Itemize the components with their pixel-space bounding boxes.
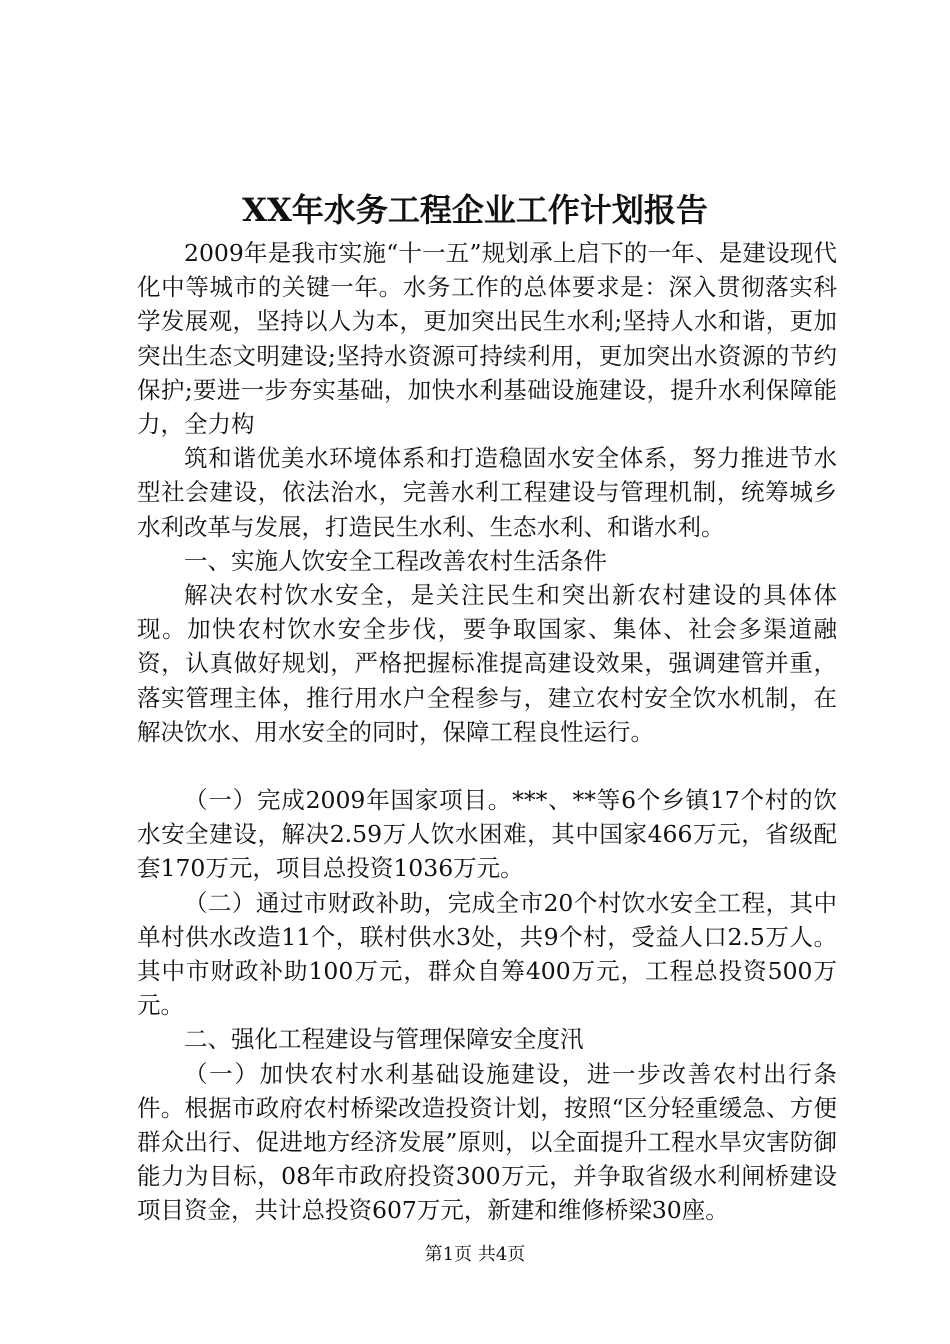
section-heading-1: 一、实施人饮安全工程改善农村生活条件 bbox=[184, 546, 607, 575]
paragraph-intro-continued: 筑和谐优美水环境体系和打造稳固水安全体系，努力推进节水型社会建设，依法治水，完善水利工程建设与管理机制，统筹城乡水利改革与发展，打造民生水利、生态水利、和谐水利。 bbox=[137, 444, 837, 541]
paragraph-section-1: 解决农村饮水安全，是关注民生和突出新农村建设的具体体现。加快农村饮水安全步伐，要争取国家、集体、社会多渠道融资，认真做好规划，严格把握标准提高建设效果，强调建管并重，落实管理主体，推行用水户全程参与，建立农村安全饮水机制，在解决饮水、用水安全的同时，保障工程良性运行。 bbox=[137, 581, 837, 746]
paragraph-intro: 2009年是我市实施“十一五”规划承上启下的一年、是建设现代化中等城市的关键一年。水务工作的总体要求是：深入贯彻落实科学发展观，坚持以人为本，更加突出民生水利;坚持人水和谐，更加突出生态文明建设;坚持水资源可持续利用，更加突出水资源的节约保护;要进一步夯实基础，加快水利基础设施建设，提升水利保障能力，全力构 bbox=[137, 239, 837, 439]
page-footer: 第1页 共4页 bbox=[424, 1244, 526, 1265]
paragraph-item-1-2: （二）通过市财政补助，完成全市20个村饮水安全工程，其中单村供水改造11个，联村供水3处，共9个村，受益人口2.5万人。其中市财政补助100万元，群众自筹400万元，工程总投资500万元。 bbox=[137, 888, 837, 1020]
document-body bbox=[137, 236, 837, 1228]
section-heading-2: 二、强化工程建设与管理保障安全度汛 bbox=[184, 1025, 584, 1054]
paragraph-item-2-1: （一）加快农村水利基础设施建设，进一步改善农村出行条件。根据市政府农村桥梁改造投资计划，按照“区分轻重缓急、方便群众出行、促进地方经济发展”原则，以全面提升工程水旱灾害防御能力为目标，08年市政府投资300万元，并争取省级水利闸桥建设项目资金，共计总投资607万元，新建和维修桥梁30座。 bbox=[137, 1059, 837, 1225]
document-title: XX年水务工程企业工作计划报告 bbox=[242, 191, 708, 229]
paragraph-item-1-1: （一）完成2009年国家项目。***、**等6个乡镇17个村的饮水安全建设，解决2.59万人饮水困难，其中国家466万元，省级配套170万元，项目总投资1036万元。 bbox=[137, 786, 837, 883]
